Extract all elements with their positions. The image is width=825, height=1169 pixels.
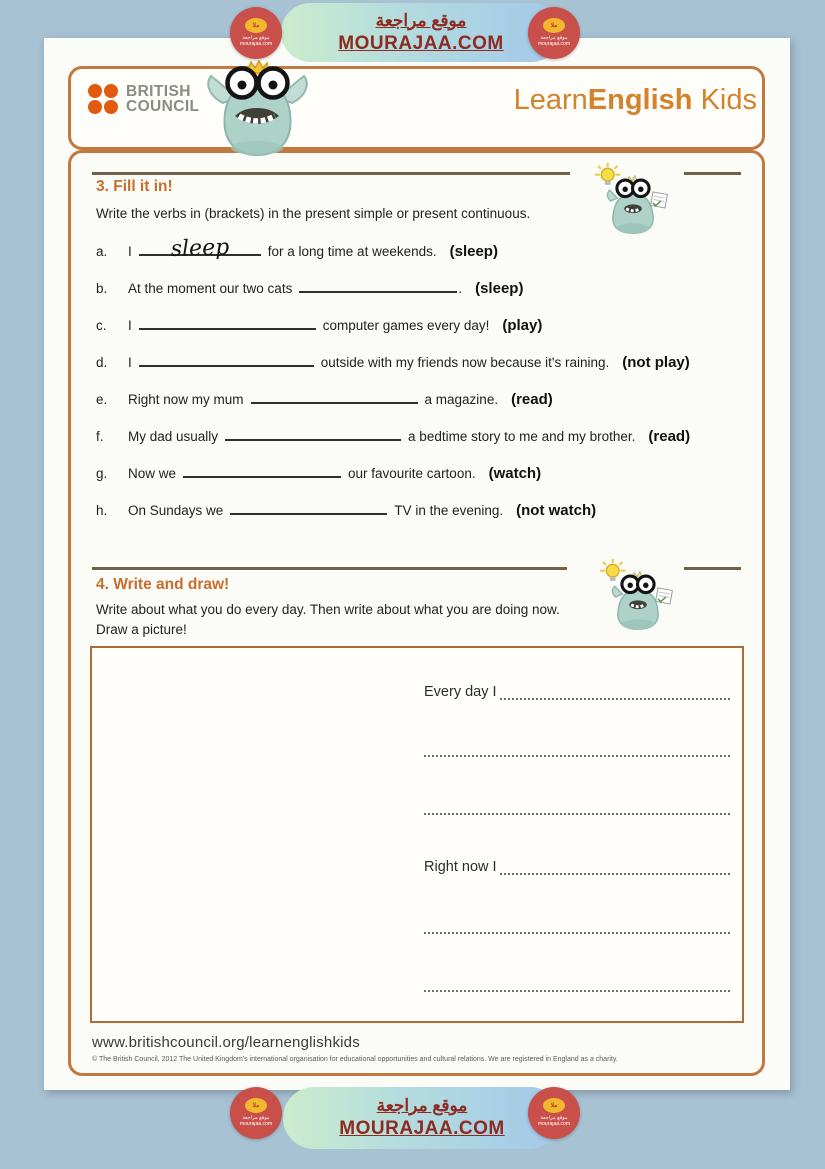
fill-item-b bbox=[96, 279, 760, 299]
write-line[interactable] bbox=[424, 915, 730, 934]
bottom-banner[interactable] bbox=[283, 1087, 561, 1149]
bottom-left-site-badge[interactable] bbox=[230, 1087, 282, 1139]
worksheet-page bbox=[44, 38, 790, 1090]
item-post-text: . bbox=[458, 281, 463, 296]
item-pre-text: I bbox=[128, 318, 132, 333]
bottom-right-site-badge[interactable] bbox=[528, 1087, 580, 1139]
badge-domain-label: mourajaa.com bbox=[537, 41, 571, 47]
website-url[interactable]: www.britishcouncil.org/learnenglishkids bbox=[92, 1034, 360, 1051]
badge-arabic-label: موقع مراجعة bbox=[540, 35, 568, 41]
draw-picture-box[interactable] bbox=[90, 646, 744, 1023]
badge-domain-label: mourajaa.com bbox=[537, 1121, 571, 1127]
fill-item-e bbox=[96, 390, 760, 410]
copyright-text: © The British Council, 2012 The United Kingdom's international organisation for educational opportunities and cultural relations. We are registered in England as a charity. bbox=[92, 1056, 618, 1063]
fill-in-list bbox=[96, 234, 760, 538]
top-left-site-badge[interactable] bbox=[230, 7, 282, 59]
item-pre-text: Right now my mum bbox=[128, 392, 244, 407]
fill-item-d bbox=[96, 353, 760, 373]
badge-logo-icon: ملا bbox=[543, 1098, 565, 1113]
dotted-write-line[interactable] bbox=[424, 973, 730, 992]
badge-arabic-label: موقع مراجعة bbox=[242, 1115, 270, 1121]
top-banner-arabic-text[interactable]: موقع مراجعة bbox=[375, 10, 467, 30]
section3-divider-left bbox=[92, 172, 570, 175]
british-council-dots-icon bbox=[88, 84, 118, 114]
section4-instruction-line2: Draw a picture! bbox=[96, 622, 187, 637]
fill-item-g bbox=[96, 464, 760, 484]
fill-item-c bbox=[96, 316, 760, 336]
item-post-text: our favourite cartoon. bbox=[348, 466, 476, 481]
bottom-banner-site-link[interactable]: MOURAJAA.COM bbox=[339, 1118, 505, 1139]
section3-divider-right bbox=[684, 172, 741, 175]
fill-item-a bbox=[96, 234, 760, 263]
answer-blank[interactable] bbox=[139, 354, 314, 367]
item-post-text: a bedtime story to me and my brother. bbox=[408, 429, 636, 444]
write-line[interactable] bbox=[424, 796, 730, 815]
verb-hint: (play) bbox=[502, 317, 543, 334]
write-line-every-day[interactable] bbox=[424, 681, 730, 700]
answer-blank[interactable] bbox=[299, 280, 457, 293]
item-letter: c. bbox=[96, 318, 107, 333]
dotted-write-line[interactable] bbox=[424, 915, 730, 934]
item-pre-text: I bbox=[128, 355, 132, 370]
answer-blank[interactable] bbox=[251, 391, 418, 404]
badge-logo-icon: ملا bbox=[543, 18, 565, 33]
answer-blank[interactable] bbox=[230, 502, 387, 515]
handwritten-answer: sleep bbox=[170, 234, 230, 263]
verb-hint: (not play) bbox=[622, 354, 690, 371]
write-line[interactable] bbox=[424, 973, 730, 992]
learnenglish-kids-logo: LearnEnglish Kids bbox=[513, 84, 757, 116]
item-post-text: computer games every day! bbox=[322, 318, 490, 333]
item-letter: b. bbox=[96, 281, 108, 296]
section4-title: 4. Write and draw! bbox=[96, 576, 230, 593]
verb-hint: (sleep) bbox=[449, 243, 498, 260]
idea-monster-mascot-icon bbox=[590, 162, 676, 238]
dotted-write-line[interactable] bbox=[424, 796, 730, 815]
write-line-right-now[interactable] bbox=[424, 856, 730, 875]
top-banner[interactable] bbox=[281, 3, 561, 62]
idea-monster-mascot-icon bbox=[596, 558, 680, 634]
dotted-write-line[interactable] bbox=[500, 681, 730, 700]
badge-arabic-label: موقع مراجعة bbox=[242, 35, 270, 41]
fill-item-h bbox=[96, 501, 760, 521]
item-pre-text: My dad usually bbox=[128, 429, 219, 444]
answer-blank[interactable] bbox=[183, 465, 341, 478]
answer-blank[interactable] bbox=[225, 428, 401, 441]
item-pre-text: On Sundays we bbox=[128, 503, 224, 518]
verb-hint: (read) bbox=[648, 428, 691, 445]
verb-hint: (read) bbox=[511, 391, 553, 408]
item-letter: a. bbox=[96, 244, 108, 259]
right-now-prompt: Right now I bbox=[424, 859, 497, 875]
bottom-banner-arabic-text[interactable]: موقع مراجعة bbox=[376, 1096, 468, 1115]
item-post-text: a magazine. bbox=[424, 392, 499, 407]
item-post-text: TV in the evening. bbox=[394, 503, 504, 518]
fill-item-f bbox=[96, 427, 760, 447]
section4-divider-left bbox=[92, 567, 567, 570]
item-post-text: for a long time at weekends. bbox=[267, 244, 437, 259]
item-letter: f. bbox=[96, 429, 104, 444]
top-banner-site-link[interactable]: MOURAJAA.COM bbox=[338, 32, 504, 54]
verb-hint: (watch) bbox=[488, 465, 542, 482]
badge-logo-icon: ملا bbox=[245, 1098, 267, 1113]
badge-logo-icon: ملا bbox=[245, 18, 267, 33]
verb-hint: (sleep) bbox=[475, 280, 524, 297]
section4-divider-right bbox=[684, 567, 741, 570]
badge-domain-label: mourajaa.com bbox=[239, 1121, 273, 1127]
badge-domain-label: mourajaa.com bbox=[239, 41, 273, 47]
item-letter: e. bbox=[96, 392, 108, 407]
dotted-write-line[interactable] bbox=[500, 856, 730, 875]
item-pre-text: Now we bbox=[128, 466, 177, 481]
write-line[interactable] bbox=[424, 738, 730, 757]
item-post-text: outside with my friends now because it's raining. bbox=[320, 355, 610, 370]
top-right-site-badge[interactable] bbox=[528, 7, 580, 59]
dotted-write-line[interactable] bbox=[424, 738, 730, 757]
section4-instruction-line1: Write about what you do every day. Then write about what you are doing now. bbox=[96, 602, 560, 617]
monster-mascot-icon bbox=[205, 58, 310, 158]
item-pre-text: At the moment our two cats bbox=[128, 281, 293, 296]
british-council-logo bbox=[88, 84, 199, 114]
answer-blank[interactable] bbox=[139, 234, 261, 263]
item-pre-text: I bbox=[128, 244, 132, 259]
item-letter: g. bbox=[96, 466, 108, 481]
section3-instruction: Write the verbs in (brackets) in the present simple or present continuous. bbox=[96, 206, 531, 221]
badge-arabic-label: موقع مراجعة bbox=[540, 1115, 568, 1121]
item-letter: d. bbox=[96, 355, 108, 370]
every-day-prompt: Every day I bbox=[424, 684, 497, 700]
verb-hint: (not watch) bbox=[516, 502, 597, 519]
section3-title: 3. Fill it in! bbox=[96, 178, 173, 195]
answer-blank[interactable] bbox=[139, 317, 316, 330]
british-council-wordmark: BRITISH COUNCIL bbox=[126, 83, 200, 115]
item-letter: h. bbox=[96, 503, 108, 518]
